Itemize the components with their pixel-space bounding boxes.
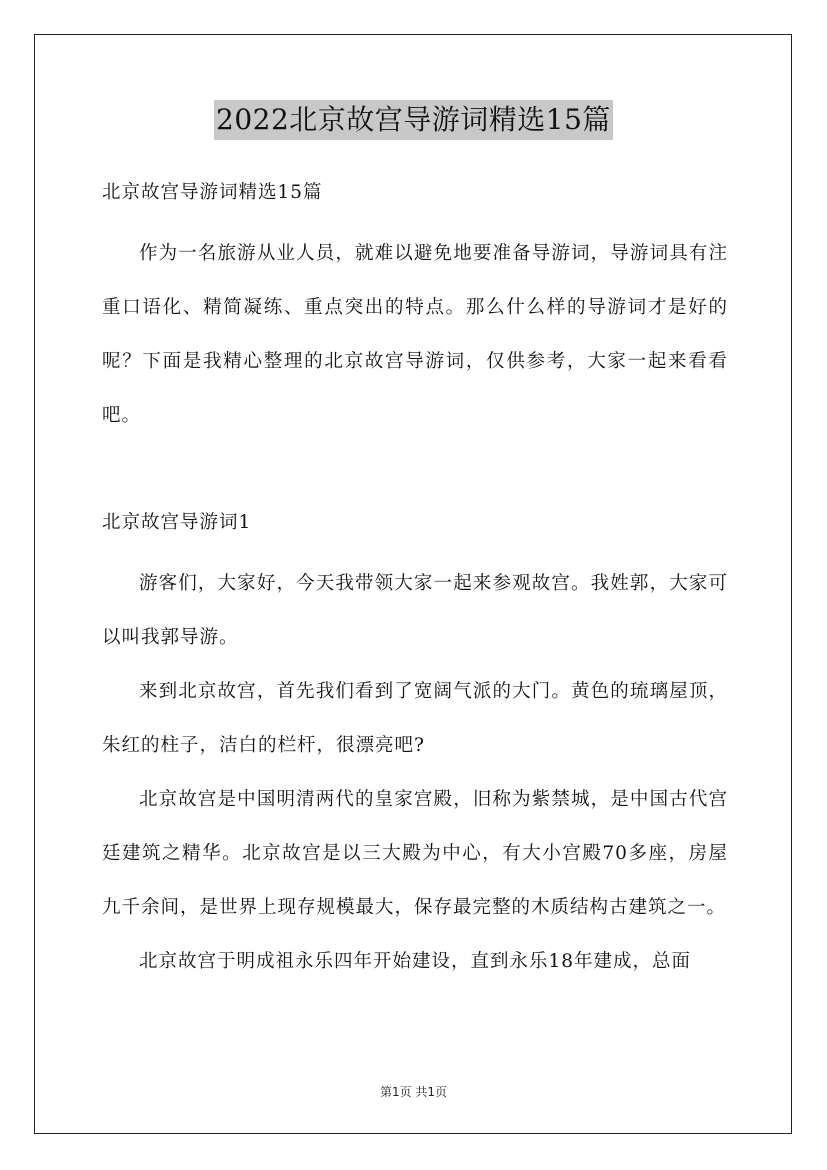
document-body (102, 173, 728, 989)
body-paragraph-2: 来到北京故宫，首先我们看到了宽阔气派的大门。黄色的琉璃屋顶，朱红的柱子，洁白的栏杆，很漂亮吧? (102, 681, 728, 756)
document-subtitle: 北京故宫导游词精选15篇 (102, 182, 323, 203)
body-paragraph-1: 游客们，大家好，今天我带领大家一起来参观故宫。我姓郭，大家可以叫我郭导游。 (102, 573, 728, 648)
intro-paragraph: 作为一名旅游从业人员，就难以避免地要准备导游词，导游词具有注重口语化、精简凝练、重点突出的特点。那么什么样的导游词才是好的呢？下面是我精心整理的北京故宫导游词，仅供参考，大家一起来看看吧。 (102, 243, 728, 426)
body-paragraph-4: 北京故宫于明成祖永乐四年开始建设，直到永乐18年建成，总面 (139, 951, 692, 972)
body-paragraph-3: 北京故宫是中国明清两代的皇家宫殿，旧称为紫禁城，是中国古代宫廷建筑之精华。北京故宫是以三大殿为中心，有大小宫殿70多座，房屋九千余间，是世界上现存规模最大，保存最完整的木质结构古建筑之一。 (102, 789, 728, 918)
title-container (0, 100, 827, 140)
page-number: 第1页 共1页 (379, 1085, 448, 1099)
document-title: 2022北京故宫导游词精选15篇 (214, 100, 613, 140)
section-heading: 北京故宫导游词1 (102, 512, 252, 533)
